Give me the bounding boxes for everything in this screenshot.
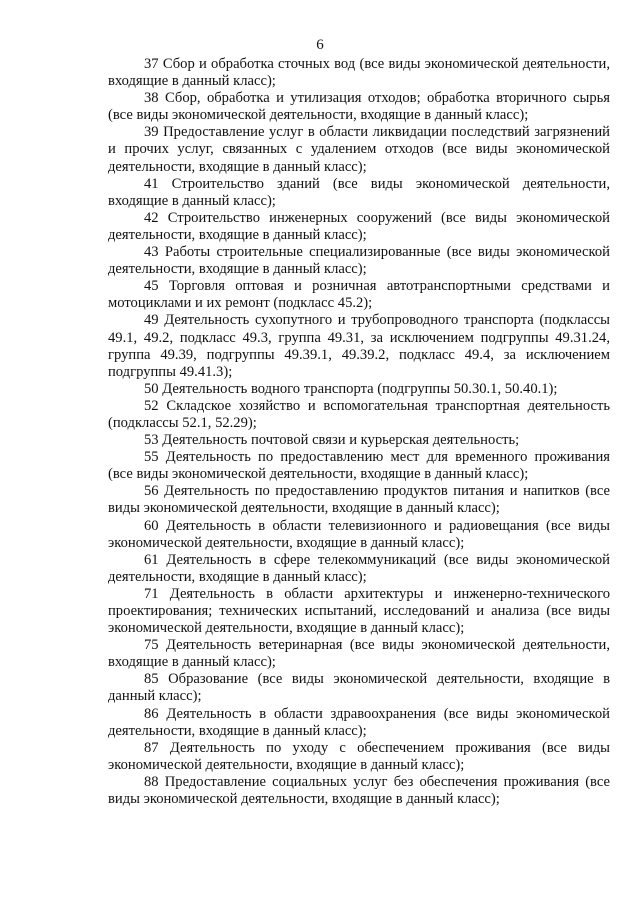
list-item: 52 Складское хозяйство и вспомогательная транспортная деятельность (подклассы 52.1, 52.29); xyxy=(108,397,610,431)
list-item: 86 Деятельность в области здравоохранения (все виды экономической деятельности, входящие в данный класс); xyxy=(108,705,610,739)
list-item: 45 Торговля оптовая и розничная автотранспортными средствами и мотоциклами и их ремонт (подкласс 45.2); xyxy=(108,278,610,312)
list-item: 43 Работы строительные специализированные (все виды экономической деятельности, входящие в данный класс); xyxy=(108,244,610,278)
list-item: 39 Предоставление услуг в области ликвидации последствий загрязнений и прочих услуг, связанных с удалением отходов (все виды экономической деятельности, входящие в данный класс); xyxy=(108,124,610,175)
document-body xyxy=(108,56,610,808)
list-item: 61 Деятельность в сфере телекоммуникаций (все виды экономической деятельности, входящие в данный класс); xyxy=(108,551,610,585)
list-item: 37 Сбор и обработка сточных вод (все виды экономической деятельности, входящие в данный класс); xyxy=(108,56,610,90)
list-item: 60 Деятельность в области телевизионного и радиовещания (все виды экономической деятельности, входящие в данный класс); xyxy=(108,517,610,551)
list-item: 41 Строительство зданий (все виды экономической деятельности, входящие в данный класс); xyxy=(108,175,610,209)
list-item: 42 Строительство инженерных сооружений (все виды экономической деятельности, входящие в данный класс); xyxy=(108,209,610,243)
page-number: 6 xyxy=(316,37,324,53)
list-item: 50 Деятельность водного транспорта (подгруппы 50.30.1, 50.40.1); xyxy=(144,380,558,397)
list-item: 55 Деятельность по предоставлению мест для временного проживания (все виды экономической деятельности, входящие в данный класс); xyxy=(108,449,610,483)
list-item: 88 Предоставление социальных услуг без обеспечения проживания (все виды экономической деятельности, входящие в данный класс); xyxy=(108,773,610,808)
list-item: 87 Деятельность по уходу с обеспечением проживания (все виды экономической деятельности, входящие в данный класс); xyxy=(108,739,610,773)
list-item: 71 Деятельность в области архитектуры и инженерно-технического проектирования; технических испытаний, исследований и анализа (все виды экономической деятельности, входящие в данный класс); xyxy=(108,585,610,637)
list-item: 56 Деятельность по предоставлению продуктов питания и напитков (все виды экономической деятельности, входящие в данный класс); xyxy=(108,483,610,517)
list-item: 49 Деятельность сухопутного и трубопроводного транспорта (подклассы 49.1, 49.2, подкласс 49.3, группа 49.31, за исключением подгруппы 49.31.24, группа 49.39, подгруппы 49.39.1, 49.39.2, подкласс 49.4, за исключением подгруппы 49.41.3); xyxy=(108,312,610,380)
list-item: 53 Деятельность почтовой связи и курьерская деятельность; xyxy=(144,432,520,449)
list-item: 85 Образование (все виды экономической деятельности, входящие в данный класс); xyxy=(108,671,610,705)
list-item: 38 Сбор, обработка и утилизация отходов; обработка вторичного сырья (все виды экономической деятельности, входящие в данный класс); xyxy=(108,90,610,124)
list-item: 75 Деятельность ветеринарная (все виды экономической деятельности, входящие в данный класс); xyxy=(108,637,610,671)
